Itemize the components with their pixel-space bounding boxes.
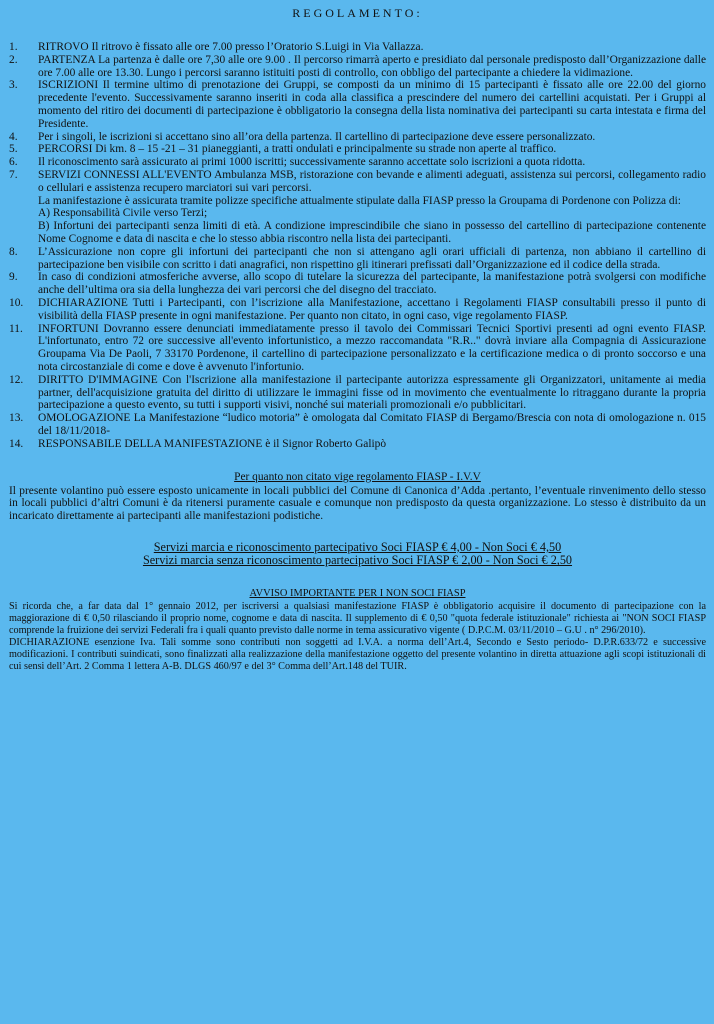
rule-item [9,79,706,130]
rule-number: 4. [9,130,18,143]
rule-item [9,41,706,54]
rule-text: PARTENZA La partenza è dalle ore 7,30 alle ore 9.00 . Il percorso rimarrà aperto e presidiato dal personale predisposto dall’Organizzazione dalle ore 7.00 alle ore 13.30. Lungo i percorsi saranno istituiti posti di controllo, con obbligo del partecipante a chiedere la vidimazione. [38,53,706,79]
rule-item [9,54,706,80]
rule-item [9,374,706,412]
fiasp-heading: Per quanto non citato vige regolamento FIASP - I.V.V [234,470,481,483]
rule-item [9,143,706,156]
rule-text: PERCORSI Di km. 8 – 15 -21 – 31 pianeggianti, a tratti ondulati e principalmente su strade non aperte al traffico. [38,143,557,156]
rule-text: Per i singoli, le iscrizioni si accettano sino all’ora della partenza. Il cartellino di partecipazione deve essere personalizzato. [38,130,596,143]
rule-subtext: La manifestazione è assicurata tramite polizze specifiche attualmente stipulate dalla FIASP presso la Groupama di Pordenone con Polizza di: [38,194,681,207]
rule-number: 3. [9,79,18,92]
rules-list [9,41,706,451]
vat-declaration-text: DICHIARAZIONE esenzione Iva. Tali somme sono contributi non soggetti ad I.V.A. a norma dell’Art.4, Secondo e Sesto periodo- D.P.R.633/72 e successive modificazioni. I contributi suindicati, sono finalizzati alla realizzazione della manifestazione oggetto del presente volantino in diretta attuazione agli scopi istituzionali di cui sensi dell’Art. 2 Comma 1 lettera A-B. DLGS 460/97 e del 3° Comma dell’Art.148 del TUIR. [9,637,706,673]
rule-number: 12. [9,373,24,386]
rule-text: DIRITTO D'IMMAGINE Con l'Iscrizione alla manifestazione il partecipante autorizza espressamente gli Organizzatori, unitamente ai media partner, dell'acquisizione gratuita del diritto di utilizzare le immagini fisse od in movimento che eventualmente lo ritraggano durante la propria partecipazione a questo evento, su tutti i supporti visivi, nonché sui materiali promozionali e/o pubblicitari. [38,373,706,412]
rule-item [9,246,706,272]
rule-text: RESPONSABILE DELLA MANIFESTAZIONE è il Signor Roberto Galipò [38,437,387,450]
rule-text: L’Assicurazione non copre gli infortuni dei partecipanti che non si attengano agli orari ufficiali di partenza, non abbiano il cartellino di partecipazione ben visibile con scritto i dati anagrafici, non rispettino gli itinerari prefissati dall’Organizzazione ed il codice della strada. [38,245,706,271]
rule-item [9,297,706,323]
rule-text: RITROVO Il ritrovo è fissato alle ore 7.00 presso l’Oratorio S.Luigi in Via Vallazza. [38,41,424,53]
distribution-text: Il presente volantino può essere esposto unicamente in locali pubblici del Comune di Canonica d’Adda .pertanto, l’eventuale rinvenimento dello stesso in locali pubblici d’altri Comuni è da ritenersi puramente casuale e comunque non predisposto da questa organizzazione. Lo stesso è distribuito da un incaricato direttamente ai partecipanti alle manifestazioni podistiche. [9,484,706,523]
rule-number: 8. [9,245,18,258]
rule-text: ISCRIZIONI Il termine ultimo di prenotazione dei Gruppi, se composti da un minimo di 15 partecipanti è fissato alle ore 22.00 del giorno precedente l'evento. Successivamente saranno inseriti in coda alla classifica a prescindere del numero dei cartellini acquistati. Per i Gruppi al momento del ritiro dei documenti di partecipazione è obbligatorio la consegna della lista nominativa dei partecipanti su carta intestata e firma del Presidente. [38,79,706,130]
rule-number: 13. [9,412,24,425]
rule-item [9,323,706,374]
rule-text: OMOLOGAZIONE La Manifestazione “ludico motoria” è omologata dal Comitato FIASP di Bergamo/Brescia con nota di omologazione n. 015 del 18/11/2018- [38,412,706,437]
notice-text: Si ricorda che, a far data dal 1° gennaio 2012, per iscriversi a qualsiasi manifestazione FIASP è obbligatorio acquisire il documento di partecipazione con la maggiorazione di € 0,50 rilasciando il proprio nome, cognome e data di nascita. Il supplemento di € 0,50 "quota federale istituzionale" richiesta ai "NON SOCI FIASP comprende la fruizione dei servizi Federali fra i quali quanto previsto dalle norme in tema assicurativo vigente ( D.P.C.M. 03/11/2010 – G.U . n° 296/2010). [9,601,706,637]
rule-item [9,169,706,246]
rule-number: 1. [9,41,18,53]
rule-item [9,412,706,438]
rule-number: 9. [9,271,18,284]
services-pricing [9,541,706,568]
rule-text: INFORTUNI Dovranno essere denunciati immediatamente presso il tavolo dei Commissari Tecnici Sportivi presenti ad ogni evento FIASP. L'infortunato, entro 72 ore successive all'evento infortunistico, a mezzo raccomandata "R.R.." dovrà inviare alla Compagnia di Assicurazione Groupama Via De Paoli, 7 33170 Pordenone, il cartellino di partecipazione personalizzato e la certificazione medica o di pronto soccorso e una nota circostanziale di come e dove è avvenuto l'infortunio. [38,322,706,373]
rule-subtext: A) Responsabilità Civile verso Terzi; [38,207,208,220]
rule-text: SERVIZI CONNESSI ALL'EVENTO Ambulanza MSB, ristorazione con bevande e alimenti adeguati, assistenza sui percorsi, collegamento radio o cellulari e assistenza recupero marciatori sui vari percorsi. [38,168,706,194]
rule-subtext: B) Infortuni dei partecipanti senza limiti di età. A condizione imprescindibile che siano in possesso del cartellino di partecipazione contenente Nome Cognome e data di nascita e che lo stesso abbia riscontro nella lista dei partecipanti. [38,220,706,245]
rule-number: 6. [9,156,18,169]
rule-number: 10. [9,296,24,309]
rule-item [9,131,706,144]
rule-number: 2. [9,53,18,66]
rule-number: 14. [9,437,24,450]
rule-item [9,438,706,451]
rule-number: 5. [9,143,18,156]
rule-text: In caso di condizioni atmosferiche avverse, allo scopo di tutelare la sicurezza del partecipante, la manifestazione potrà svolgersi con modifiche anche dell’ultima ora sia della lunghezza dei vari percorsi che del disegno del tracciato. [38,271,706,297]
page-title: REGOLAMENTO: [292,6,423,20]
service-price-without-recognition: Servizi marcia senza riconoscimento partecipativo Soci FIASP € 2,00 - Non Soci € 2,50 [142,553,573,568]
rule-number: 7. [9,168,18,181]
rule-item [9,156,706,169]
rule-item [9,271,706,297]
rule-text: DICHIARAZIONE Tutti i Partecipanti, con l’iscrizione alla Manifestazione, accettano i Regolamenti FIASP consultabili presso il punto di visibilità della FIASP presente in ogni manifestazione. Per quanto non citato, in ogni caso, vige regolamento FIASP. [38,296,706,322]
service-price-with-recognition: Servizi marcia e riconoscimento partecipativo Soci FIASP € 4,00 - Non Soci € 4,50 [153,539,562,554]
rule-text: Il riconoscimento sarà assicurato ai primi 1000 iscritti; successivamente saranno accettate solo iscrizioni a quota ridotta. [38,156,586,169]
notice-title: AVVISO IMPORTANTE PER I NON SOCI FIASP [249,588,466,600]
rule-number: 11. [9,322,23,335]
